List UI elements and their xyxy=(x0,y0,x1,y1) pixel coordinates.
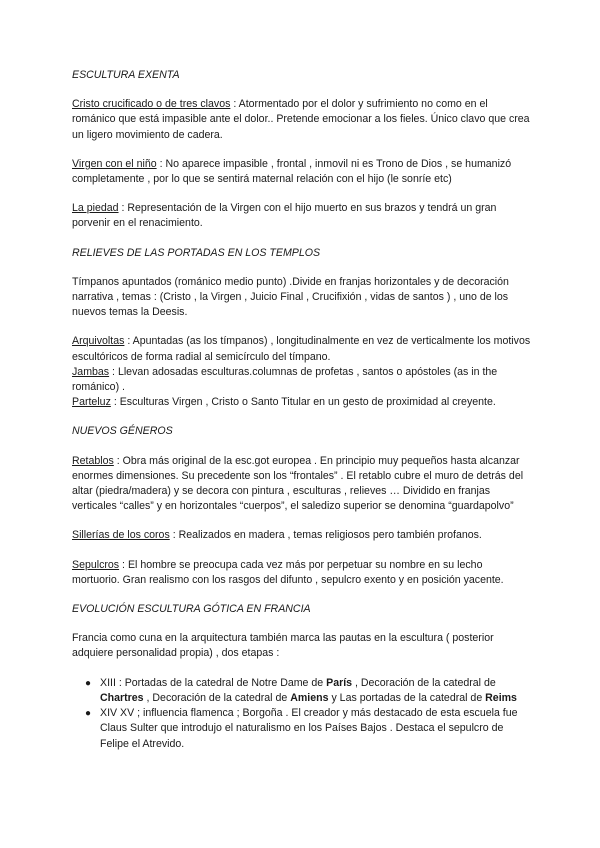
keyword-reims: Reims xyxy=(485,691,517,704)
paragraph-cristo-crucificado: Cristo crucificado o de tres clavos : Atormentado por el dolor y sufrimiento no como en el románico que está impasible ante el dolor.. Pretende emocionar a los fieles. Único clavo que crea un ligero movimiento de cadera. xyxy=(72,98,530,141)
text-la-piedad: Representación de la Virgen con el hijo muerto en sus brazos y tendrá un gran porvenir en el renacimiento. xyxy=(72,202,497,230)
term-virgen-con-el-nino: Virgen con el niño xyxy=(72,157,157,170)
paragraph-sillerias: Sillerías de los coros : Realizados en madera , temas religiosos pero también profanos. xyxy=(72,529,482,542)
document-page xyxy=(72,68,532,752)
text-parteluz: Esculturas Virgen , Cristo o Santo Titular en un gesto de proximidad al creyente. xyxy=(119,396,496,409)
term-sepulcros: Sepulcros xyxy=(72,558,120,571)
list-item xyxy=(72,706,532,752)
term-parteluz: Parteluz xyxy=(72,396,111,409)
paragraph-arquivoltas: Arquivoltas : Apuntadas (as los tímpanos) , longitudinalmente en vez de verticalmente los motivos escultóricos de forma radial al semicírculo del tímpano. xyxy=(72,335,531,363)
term-la-piedad: La piedad xyxy=(72,202,119,215)
paragraph-la-piedad: La piedad : Representación de la Virgen con el hijo muerto en sus brazos y tendrá un gran porvenir en el renacimiento. xyxy=(72,202,497,230)
term-sillerias: Sillerías de los coros xyxy=(72,529,170,542)
text-jambas: Llevan adosadas esculturas.columnas de profetas , santos o apóstoles (as in the románico) . xyxy=(72,365,498,394)
paragraph-parteluz: Parteluz : Esculturas Virgen , Cristo o Santo Titular en un gesto de proximidad al creyente. xyxy=(72,396,496,409)
keyword-amiens: Amiens xyxy=(290,691,329,704)
paragraph-virgen-con-el-nino: Virgen con el niño : No aparece impasible , frontal , inmovil ni es Trono de Dios , se humanizó completamente , por lo que se sentirá maternal relación con el hijo (le sonríe etc) xyxy=(72,157,512,186)
text-arquivoltas: Apuntadas (as los tímpanos) , longitudinalmente en vez de verticalmente los motivos escultóricos de forma radial al semicírculo del tímpano. xyxy=(72,335,531,363)
list-item: ● XIII : Portadas de la catedral de Notre Dame de París , Decoración de la catedral de Chartres , Decoración de la catedral de Amiens y Las portadas de la catedral de Reims xyxy=(85,676,517,704)
keyword-paris: París xyxy=(326,676,353,689)
term-arquivoltas: Arquivoltas xyxy=(72,335,125,348)
term-cristo-crucificado: Cristo crucificado o de tres clavos xyxy=(72,98,231,111)
keyword-chartres: Chartres xyxy=(100,691,144,704)
text-cristo-crucificado: Atormentado por el dolor y sufrimiento no como en el románico que está impasible ante el dolor.. Pretende emocionar a los fieles. Único clavo que crea un ligero movimiento de cadera. xyxy=(72,98,530,141)
text-retablos: Obra más original de la esc.got europea . En principio muy pequeños hasta alcanzar enormes dimensiones. Su precedente son los “frontales” . El retablo cubre el muro de detrás del altar (piedra/madera) y se decora con pintura , esculturas , relieves … Dividido en franjas verticales “calles” y en horizontales “cuerpos”, el saledizo superior se denomina “guardapolvo” xyxy=(72,454,524,513)
section-heading-escultura-exenta: ESCULTURA EXENTA xyxy=(72,69,180,81)
section-heading-evolucion-francia: EVOLUCIÓN ESCULTURA GÓTICA EN FRANCIA xyxy=(72,603,311,616)
text-virgen-con-el-nino: No aparece impasible , frontal , inmovil ni es Trono de Dios , se humanizó completamente , por lo que se sentirá maternal relación con el hijo (le sonríe etc) xyxy=(72,157,512,186)
paragraph-francia-intro: Francia como cuna en la arquitectura también marca las pautas en la escultura ( posterior adquiere personalidad propia) , dos etapas : xyxy=(72,632,494,660)
term-jambas: Jambas xyxy=(72,365,110,378)
paragraph-retablos: Retablos : Obra más original de la esc.got europea . En principio muy pequeños hasta alcanzar enormes dimensiones. Su precedente son los “frontales” . El retablo cubre el muro de detrás del altar (piedra/madera) y se decora con pintura , esculturas , relieves … Dividido en franjas verticales “calles” y en horizontales “cuerpos”, el saledizo superior se denomina “guardapolvo” xyxy=(72,454,524,513)
bullet-icon: ● xyxy=(85,708,92,720)
text-xiv-xv: XIV XV ; influencia flamenca ; Borgoña . El creador y más destacado de esta escuela fue Claus Sulter que introdujo el naturalismo en los Países Bajos . Destaca el sepulcro de Felipe el Atrevido. xyxy=(100,707,518,750)
text-sepulcros: El hombre se preocupa cada vez más por perpetuar su nombre en su lecho mortuorio. Gran realismo con los rasgos del difunto , sepulcro exento y en posición yacente. xyxy=(72,558,504,586)
section-heading-relieves-portadas: RELIEVES DE LAS PORTADAS EN LOS TEMPLOS xyxy=(72,246,321,259)
text-sillerias: Realizados en madera , temas religiosos pero también profanos. xyxy=(178,529,482,542)
paragraph-sepulcros: Sepulcros : El hombre se preocupa cada vez más por perpetuar su nombre en su lecho mortuorio. Gran realismo con los rasgos del difunto , sepulcro exento y en posición yacente. xyxy=(72,558,504,586)
paragraph-timpanos: Tímpanos apuntados (románico medio punto) .Divide en franjas horizontales y de decoración narrativa , temas : (Cristo , la Virgen , Juicio Final , Crucifixión , vidas de santos ) , uno de los nuevos temas la Deesis. xyxy=(72,275,509,319)
bullet-list-etapas xyxy=(72,676,532,752)
term-retablos: Retablos xyxy=(72,454,114,467)
section-heading-nuevos-generos: NUEVOS GÉNEROS xyxy=(72,425,173,438)
bullet-icon: ● xyxy=(85,677,92,689)
paragraph-jambas: Jambas : Llevan adosadas esculturas.columnas de profetas , santos o apóstoles (as in the románico) . xyxy=(72,365,498,394)
